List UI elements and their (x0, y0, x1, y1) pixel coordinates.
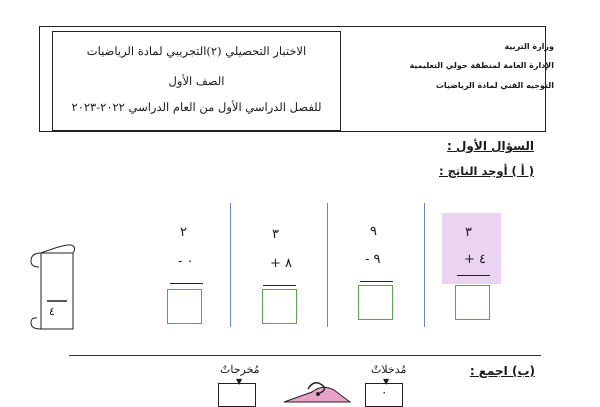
problem-1-line (457, 275, 490, 276)
problem-2-top: ٩ (370, 224, 377, 239)
outputs-arrow-icon: ▼ (236, 377, 243, 386)
problem-3-answer-box[interactable] (262, 289, 297, 324)
problem-1-answer-box[interactable] (455, 285, 490, 320)
part-a-title: ( أ ) أوجد الناتج : (439, 164, 534, 178)
department-name: التوجيه الفني لمادة الرياضيات (435, 81, 554, 90)
input-value: ٠ (381, 385, 388, 399)
highlighted-problem-bg (442, 213, 501, 284)
problem-4-bottom: ٠ - (178, 254, 194, 269)
district-name: الإدارة العامة لمنطقة حولي التعليمية (409, 61, 554, 70)
problem-1-bottom: ٤ + (464, 252, 487, 267)
exam-title-box (52, 31, 341, 131)
column-divider (424, 203, 425, 327)
scroll-icon (27, 243, 77, 335)
ministry-name: وزارة التربية (504, 42, 554, 51)
scroll-value: ٤ (49, 305, 55, 318)
problem-4-line (170, 283, 203, 284)
problem-4-top: ٢ (180, 225, 187, 240)
problem-2-line (360, 281, 393, 282)
exam-title: الاختبار التحصيلي (٢)التجريبي لمادة الرياضيات (86, 44, 307, 58)
problem-1-top: ٣ (465, 225, 472, 240)
inputs-label: مُدخلاتٌ (371, 363, 407, 376)
problem-2-answer-box[interactable] (358, 285, 393, 320)
question-1-title: السؤال الأول : (447, 139, 534, 153)
exam-grade: الصف الأول (168, 74, 225, 88)
section-divider (69, 355, 541, 356)
part-b-title: (ب) اجمع : (469, 364, 535, 378)
problem-3-line (263, 285, 296, 286)
column-divider (327, 203, 328, 327)
inputs-arrow-icon: ▼ (383, 377, 390, 386)
exam-term: للفصل الدراسي الأول من العام الدراسي ٢٠٢٢-٢٠٢٣ (71, 100, 322, 114)
problem-2-bottom: ٩ - (365, 252, 381, 267)
outputs-label: مُخرجاتٌ (220, 363, 260, 376)
problem-3-top: ٣ (272, 227, 279, 242)
output-box[interactable] (218, 383, 256, 407)
column-divider (230, 203, 231, 327)
problem-4-answer-box[interactable] (167, 289, 202, 324)
problem-3-bottom: ٨ + (270, 256, 293, 271)
function-machine-icon (282, 380, 352, 403)
